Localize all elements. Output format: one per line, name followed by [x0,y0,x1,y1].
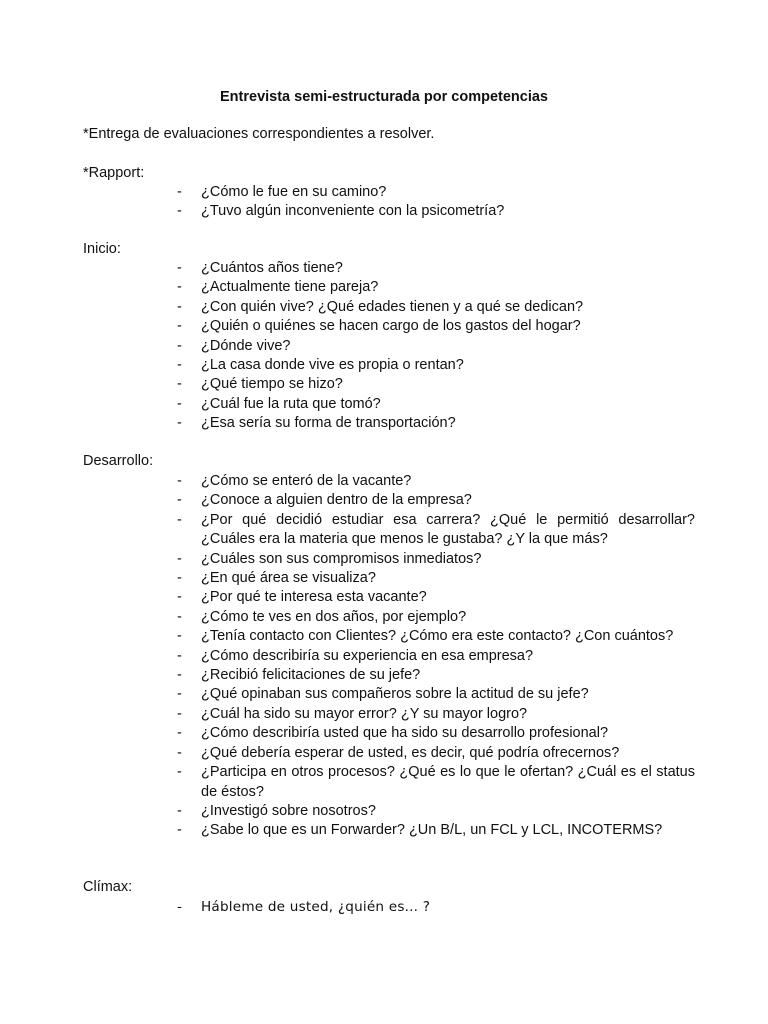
section-label-inicio: Inicio: [83,241,121,257]
list-item: - ¿Cuáles son sus compromisos inmediatos? [173,550,695,569]
list-item: - ¿Por qué decidió estudiar esa carrera? ¿Qué le permitió desarrollar? ¿Cuáles era la materia que menos le gustaba? ¿Y la que más? [177,511,695,548]
dash-marker: - [177,203,182,220]
list-item: - ¿Cuál fue la ruta que tomó? [173,395,695,414]
list-item: - ¿Cómo describiría su experiencia en esa empresa? [173,647,695,666]
dash-marker: - [177,473,182,489]
list-item: - ¿Dónde vive? [173,337,695,356]
question-list-climax [173,898,695,917]
dash-marker: - [177,570,182,587]
question-list-rapport [173,183,695,222]
list-item: - ¿Tuvo algún inconveniente con la psicometría? [173,202,695,221]
list-item: - Hábleme de usted, ¿quién es... ? [173,898,695,917]
list-item: - ¿Recibió felicitaciones de su jefe? [173,666,695,685]
dash-marker: - [177,822,182,839]
list-item: - ¿Cuántos años tiene? [173,259,695,278]
dash-marker: - [177,589,182,606]
dash-marker: - [177,628,182,645]
question-list-desarrollo [173,472,695,841]
list-item: - ¿En qué área se visualiza? [173,569,695,588]
dash-marker: - [177,899,183,915]
section-label-desarrollo: Desarrollo: [83,453,154,469]
list-item: - ¿Qué tiempo se hizo? [173,375,695,394]
list-item: - ¿La casa donde vive es propia o rentan? [173,356,695,375]
list-item: - ¿Conoce a alguien dentro de la empresa? [173,491,695,510]
dash-marker: - [177,802,182,819]
dash-marker: - [177,744,182,761]
list-item: - ¿Qué debería esperar de usted, es decir, qué podría ofrecernos? [173,744,695,763]
dash-marker: - [177,511,182,528]
intro-paragraph: *Entrega de evaluaciones correspondientes a resolver. [83,126,435,142]
document-title: Entrevista semi-estructurada por competencias [220,89,548,105]
section-label-rapport: *Rapport: [83,165,145,181]
list-item: - ¿Cómo describiría usted que ha sido su desarrollo profesional? [173,724,695,743]
list-item: - ¿Cómo le fue en su camino? [173,183,695,202]
list-item: - ¿Esa sería su forma de transportación? [173,414,695,433]
dash-marker: - [177,725,182,742]
dash-marker: - [177,395,182,412]
list-item: - ¿Actualmente tiene pareja? [173,278,695,297]
list-item: - ¿Sabe lo que es un Forwarder? ¿Un B/L, un FCL y LCL, INCOTERMS? [173,821,695,840]
question-list-inicio [173,259,695,434]
dash-marker: - [177,415,182,432]
dash-marker: - [177,298,182,315]
dash-marker: - [177,260,182,276]
dash-marker: - [177,376,182,393]
dash-marker: - [177,357,182,374]
list-item: - ¿Investigó sobre nosotros? [173,802,695,821]
list-item: - ¿Quién o quiénes se hacen cargo de los gastos del hogar? [173,317,695,336]
dash-marker: - [177,667,182,684]
list-item: - ¿Con quién vive? ¿Qué edades tienen y a qué se dedican? [173,298,695,317]
list-item: - ¿Tenía contacto con Clientes? ¿Cómo era este contacto? ¿Con cuántos? [173,627,695,646]
list-item: - ¿Cómo se enteró de la vacante? [173,472,695,491]
list-item: - ¿Participa en otros procesos? ¿Qué es lo que le ofertan? ¿Cuál es el status de éstos? [177,764,695,800]
dash-marker: - [177,764,182,781]
list-item: - ¿Cuál ha sido su mayor error? ¿Y su mayor logro? [173,705,695,724]
list-item: - ¿Por qué te interesa esta vacante? [173,588,695,607]
dash-marker: - [177,705,182,722]
list-item: - ¿Cómo te ves en dos años, por ejemplo? [173,608,695,627]
dash-marker: - [177,608,182,625]
dash-marker: - [177,279,182,296]
dash-marker: - [177,337,182,354]
list-item: - ¿Qué opinaban sus compañeros sobre la actitud de su jefe? [173,685,695,704]
dash-marker: - [177,492,182,509]
dash-marker: - [177,550,182,567]
dash-marker: - [177,184,182,200]
dash-marker: - [177,647,182,664]
dash-marker: - [177,686,182,703]
dash-marker: - [177,318,182,335]
section-label-climax: Clímax: [83,879,133,895]
